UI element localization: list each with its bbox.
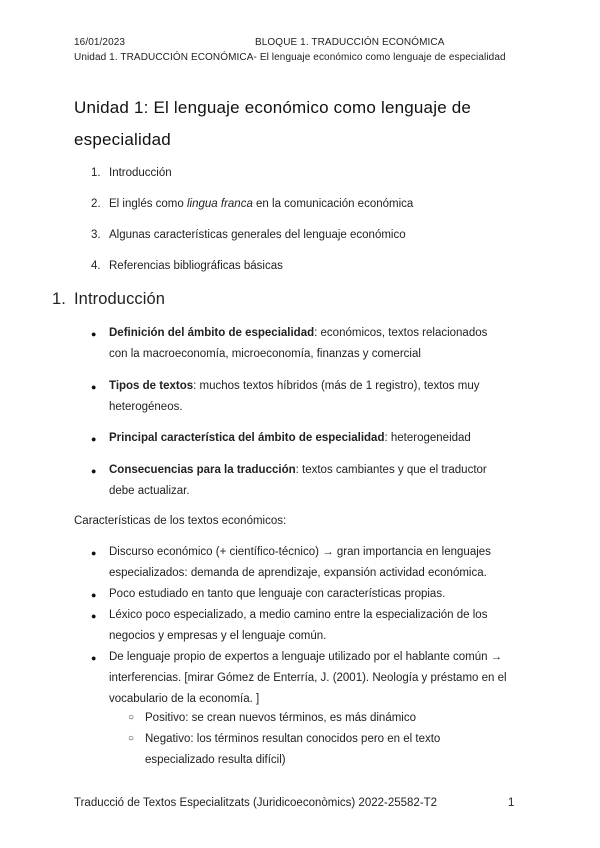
header-date: 16/01/2023 — [74, 37, 126, 48]
list-item: De lenguaje propio de expertos a lenguaje utilizado por el hablante común → interferencias. [mirar Gómez de Enterría, J. (2001). Neología y préstamo en el vocabulario de la economía. ] — [109, 651, 507, 705]
list-item: Léxico poco especializado, a medio camino entre la especialización de los negocios y empresas y el lenguaje común. — [109, 609, 488, 642]
toc-item-4: 4. Referencias bibliográficas básicas — [91, 260, 283, 272]
toc-item-3: 3. Algunas características generales del lenguaje económico — [91, 229, 406, 241]
bullet-icon: ● — [91, 611, 97, 621]
list-item: Poco estudiado en tanto que lenguaje con características propias. — [109, 588, 446, 600]
list-item: Discurso económico (+ científico-técnico) → gran importancia en lenguajes especializados: demanda de aprendizaje, expansión actividad económica. — [109, 546, 491, 579]
bullet-icon: ● — [91, 590, 97, 600]
footer-course: Traducció de Textos Especialitzats (Juridicoeconòmics) 2022-25582-T2 — [74, 797, 438, 809]
page-title — [74, 92, 471, 156]
bullet-icon: ● — [91, 382, 97, 392]
characteristics-heading: Características de los textos económicos: — [74, 515, 287, 527]
page-number: 1 — [508, 797, 515, 809]
bullet-icon: ● — [91, 653, 97, 663]
list-item: Principal característica del ámbito de especialidad: heterogeneidad — [109, 432, 471, 444]
circle-bullet-icon: ○ — [128, 712, 135, 723]
toc-item-1: 1. Introducción — [91, 167, 172, 179]
list-item: Consecuencias para la traducción: textos cambiantes y que el traductor debe actualizar. — [109, 464, 487, 497]
page-title-line1: Unidad 1: El lenguaje económico como lenguaje de — [74, 98, 472, 117]
circle-bullet-icon: ○ — [128, 733, 135, 744]
bullet-icon: ● — [91, 329, 97, 339]
header-block: BLOQUE 1. TRADUCCIÓN ECONÓMICA — [255, 37, 445, 48]
section-heading: 1. Introducción — [52, 290, 166, 308]
bullet-icon: ● — [91, 548, 97, 558]
header-unit-line: Unidad 1. TRADUCCIÓN ECONÓMICA- El lenguaje económico como lenguaje de especialidad — [74, 52, 506, 63]
list-item: Tipos de textos: muchos textos híbridos (más de 1 registro), textos muy heterogéneos. — [109, 380, 480, 413]
bullet-icon: ● — [91, 466, 97, 476]
page-title-line2: especialidad — [74, 130, 171, 149]
list-item: Positivo: se crean nuevos términos, es más dinámico — [145, 712, 417, 724]
list-item: Definición del ámbito de especialidad: económicos, textos relacionados con la macroeconomía, microeconomía, finanzas y comercial — [109, 327, 488, 360]
toc-item-2: 2. El inglés como lingua franca en la comunicación económica — [91, 198, 414, 210]
bullet-icon: ● — [91, 434, 97, 444]
list-item: Negativo: los términos resultan conocidos pero en el texto especializado resulta difícil) — [145, 733, 441, 766]
